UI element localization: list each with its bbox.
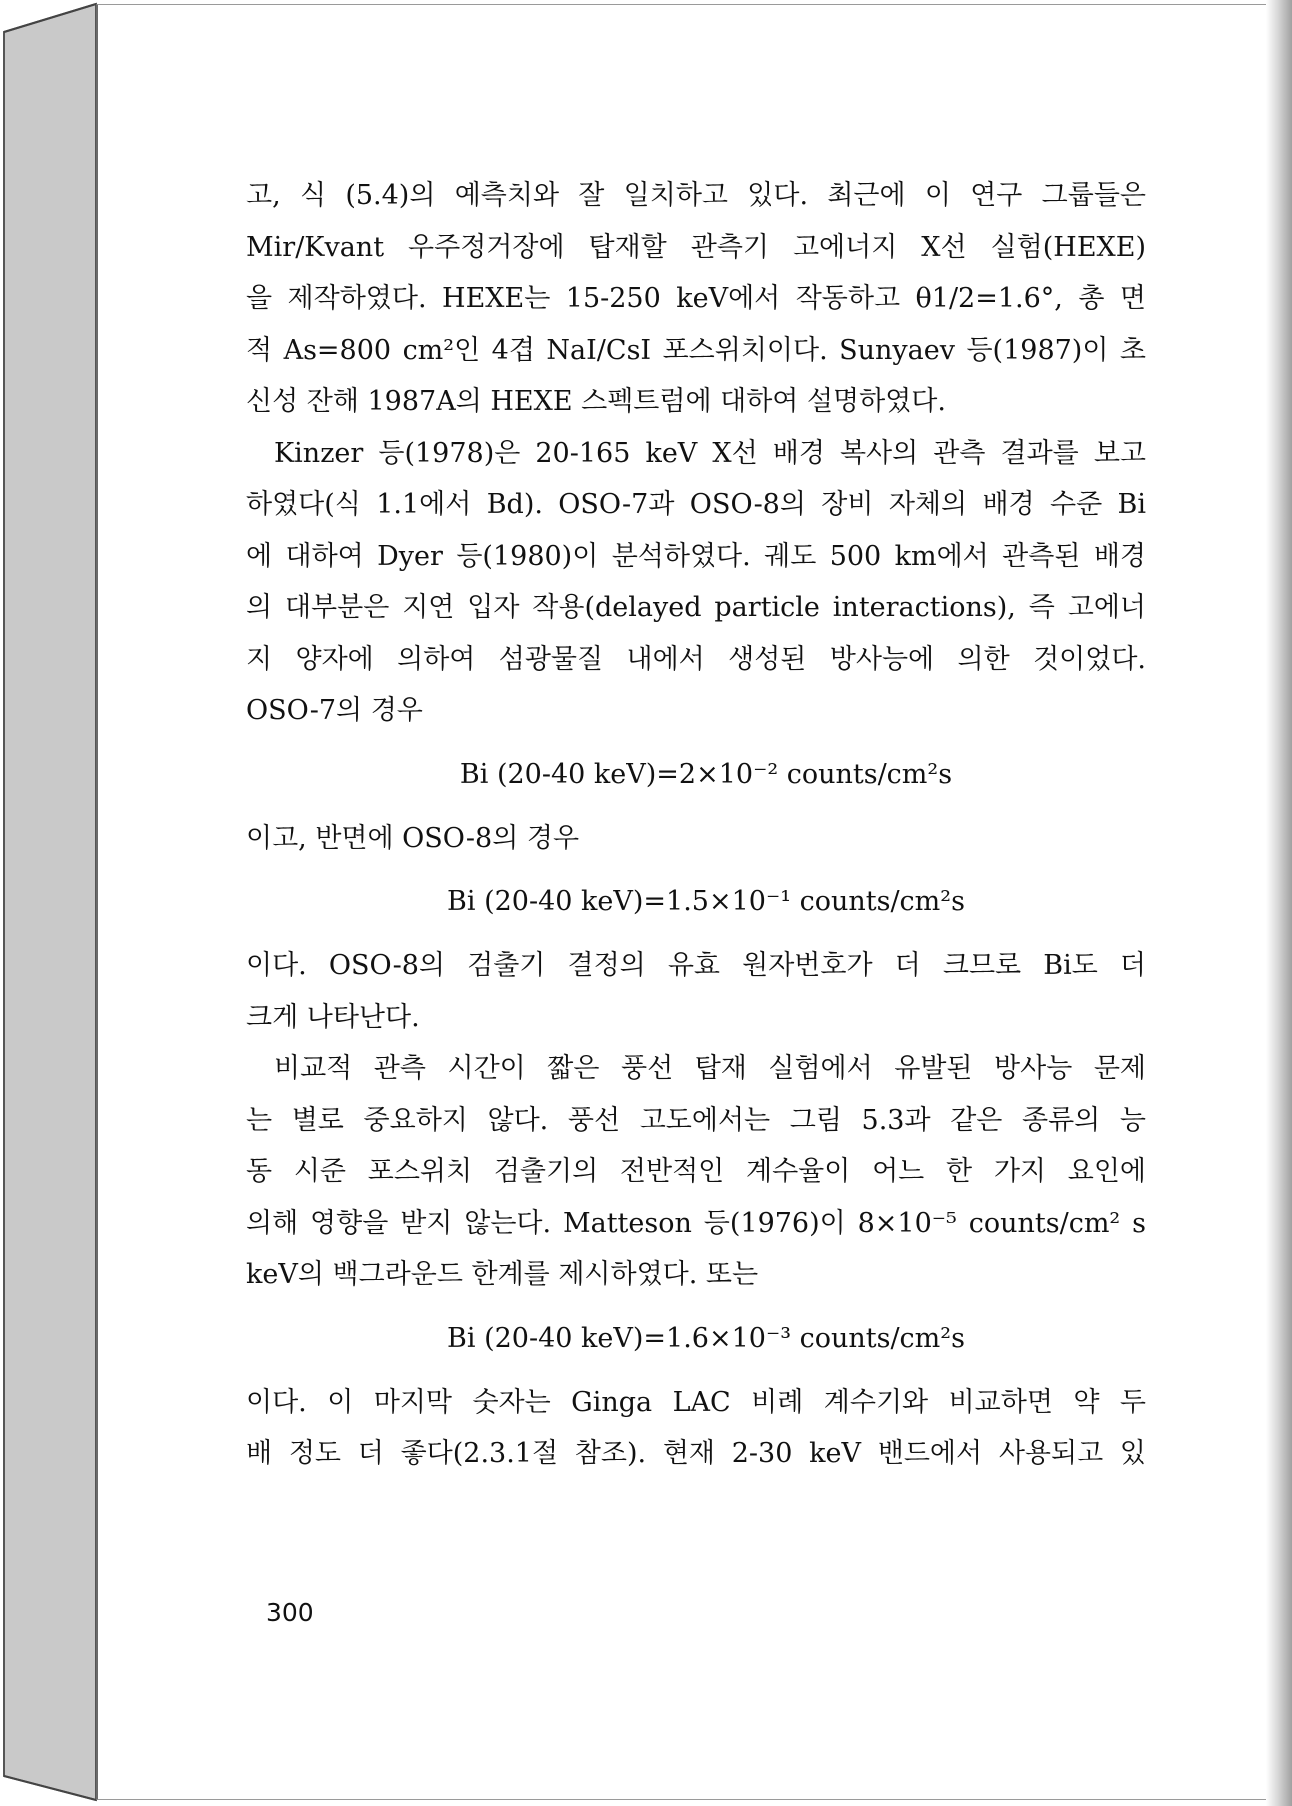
paragraph-4	[246, 940, 1146, 1043]
equation-2: Bi (20-40 keV)=1.5×10⁻¹ counts/cm²s	[447, 886, 965, 917]
paragraph-3	[246, 813, 1146, 865]
text-line: 동 시준 포스위치 검출기의 전반적인 계수율이 어느 한 가지 요인에	[246, 1156, 1146, 1187]
text-line: 고, 식 (5.4)의 예측치와 잘 일치하고 있다. 최근에 이 연구 그룹들은	[246, 180, 1146, 211]
paragraph-1	[246, 170, 1146, 428]
text-line: 의 대부분은 지연 입자 작용(delayed particle interactions), 즉 고에너	[246, 592, 1146, 623]
text-line: 이고, 반면에 OSO-8의 경우	[246, 822, 580, 854]
text-line: 에 대하여 Dyer 등(1980)이 분석하였다. 궤도 500 km에서 관측된 배경	[246, 540, 1146, 572]
text-line: 신성 잔해 1987A의 HEXE 스펙트럼에 대하여 설명하였다.	[246, 386, 946, 417]
text-line: 이다. 이 마지막 숫자는 Ginga LAC 비례 계수기와 비교하면 약 두	[246, 1386, 1146, 1418]
text-line: 이다. OSO-8의 검출기 결정의 유효 원자번호가 더 크므로 Bi도 더	[246, 950, 1146, 981]
equation-1: Bi (20-40 keV)=2×10⁻² counts/cm²s	[459, 758, 953, 790]
text-line: 는 별로 중요하지 않다. 풍선 고도에서는 그림 5.3과 같은 종류의 능	[246, 1104, 1146, 1136]
page-text	[246, 170, 1146, 1480]
text-line: Mir/Kvant 우주정거장에 탑재할 관측기 고에너지 X선 실험(HEXE)	[246, 231, 1146, 263]
equation-3: Bi (20-40 keV)=1.6×10⁻³ counts/cm²s	[447, 1322, 965, 1354]
text-line: Kinzer 등(1978)은 20-165 keV X선 배경 복사의 관측 결과를 보고	[274, 437, 1146, 469]
paragraph-5	[246, 1043, 1146, 1301]
paragraph-6	[246, 1377, 1146, 1480]
paragraph-2	[246, 428, 1146, 737]
text-line: 하였다(식 1.1에서 Bd). OSO-7과 OSO-8의 장비 자체의 배경 수준 Bi	[246, 489, 1146, 520]
text-line: 을 제작하였다. HEXE는 15-250 keV에서 작동하고 θ1/2=1.6°, 총 면	[246, 283, 1146, 314]
text-line: 의해 영향을 받지 않는다. Matteson 등(1976)이 8×10⁻⁵ counts/cm² s	[246, 1207, 1146, 1239]
text-line: 배 정도 더 좋다(2.3.1절 참조). 현재 2-30 keV 밴드에서 사용되고 있	[246, 1438, 1146, 1469]
text-line: OSO-7의 경우	[246, 695, 423, 726]
text-line: 적 As=800 cm²인 4겹 NaI/CsI 포스위치이다. Sunyaev 등(1987)이 초	[246, 334, 1146, 366]
text-line: 비교적 관측 시간이 짧은 풍선 탑재 실험에서 유발된 방사능 문제	[274, 1053, 1146, 1084]
text-line: 크게 나타난다.	[246, 1001, 420, 1033]
page-number: 300	[266, 1598, 314, 1627]
text-line: keV의 백그라운드 한계를 제시하였다. 또는	[246, 1259, 759, 1290]
page-edge-shadow	[1266, 0, 1292, 1806]
text-line: 지 양자에 의하여 섬광물질 내에서 생성된 방사능에 의한 것이었다.	[246, 643, 1146, 675]
